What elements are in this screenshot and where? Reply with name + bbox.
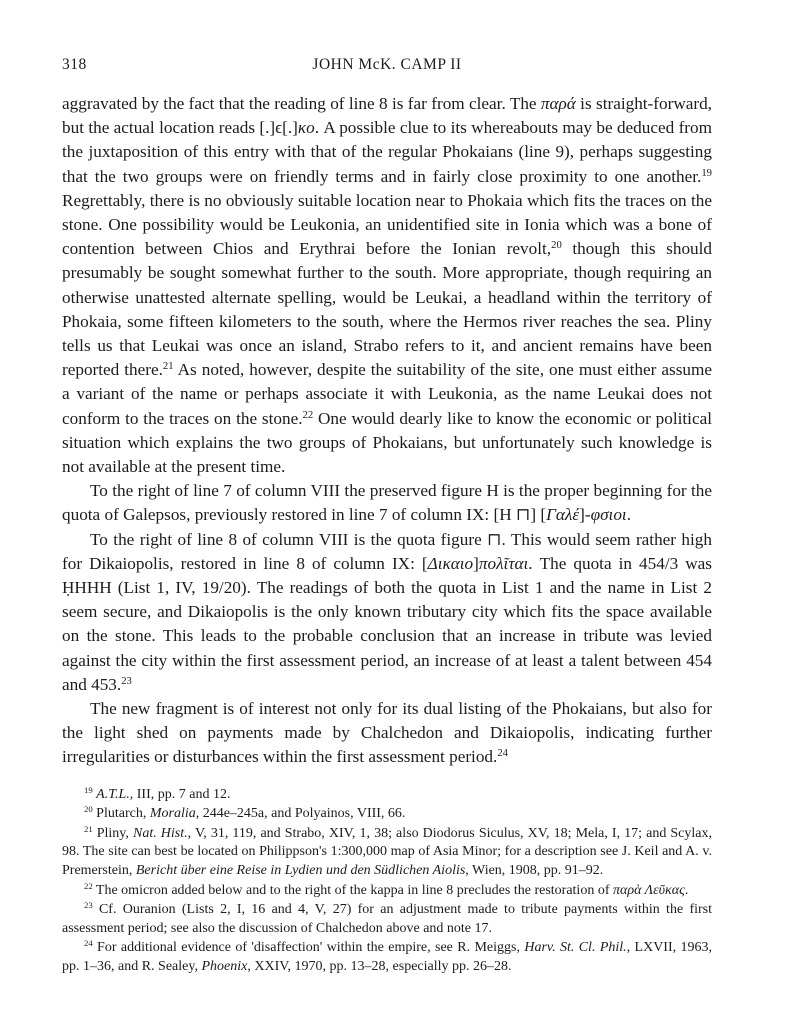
text-run: . bbox=[626, 505, 631, 525]
footnote bbox=[62, 882, 712, 901]
journal-page bbox=[62, 56, 712, 978]
italic-run: Nat. Hist. bbox=[132, 825, 188, 841]
italic-run: A.T.L. bbox=[96, 786, 130, 802]
text-run: , LXVII, 1963, pp. 1–36, and R. Sealey, bbox=[62, 940, 712, 975]
text-run: ]- bbox=[579, 505, 591, 525]
italic-run: παρά bbox=[540, 94, 576, 113]
body-text bbox=[62, 92, 712, 770]
text-run: To the right of line 8 of column VIII is the quota figure ⊓. This would seem rather high for Dikaiopolis, restored in line 8 of column IX: [ bbox=[62, 529, 712, 573]
italic-run: Moralia bbox=[149, 806, 196, 822]
running-header bbox=[62, 56, 712, 78]
text-run: Regrettably, there is no obviously suitable location near to Phokaia which fits the traces on the stone. One possibility would be Leukonia, an unidentified site in Ionia which was a bone of contention between Chios and Erythrai before the Ionian revolt, bbox=[62, 190, 712, 259]
text-run: For additional evidence of 'disaffection' within the empire, see R. Meiggs, bbox=[92, 940, 525, 956]
text-run: though this should presumably be sought somewhat further to the south. More appropriate, though requiring an otherwise unattested alternate spelling, would be Leukai, a headland within the territory of Phokaia, some fifteen kilometers to the south, where the Hermos river reaches the sea. Pliny tells us that Leukai was once an island, Strabo refers to it, and ancient remains have been reported there. bbox=[62, 239, 713, 380]
text-run: The omicron added below and to the right of the kappa in line 8 precludes the restoration of bbox=[92, 882, 613, 898]
footnote-ref: 22 bbox=[84, 880, 93, 891]
footnote-ref: 22 bbox=[302, 409, 314, 421]
footnotes bbox=[62, 786, 712, 977]
text-run: To the right of line 7 of column VIII the preserved figure H is the proper beginning for the quota of Galepsos, previously restored in line 7 of column IX: [H ⊓] [ bbox=[62, 481, 712, 525]
footnote-ref: 20 bbox=[551, 240, 562, 252]
footnote bbox=[62, 939, 712, 976]
footnote-ref: 19 bbox=[84, 784, 93, 795]
text-run: aggravated by the fact that the reading of line 8 is far from clear. The bbox=[62, 94, 541, 113]
text-run: is straight-forward, but the actual location reads [.]ϵ[.] bbox=[62, 94, 712, 138]
text-run: The new fragment is of interest not only for its dual listing of the Phokaians, but also for the light shed on payments made by Chalchedon and Dikaiopolis, indicating further irregularities or disturbances within the first assessment period. bbox=[62, 699, 712, 767]
paragraph bbox=[62, 528, 712, 697]
text-run: , XXIV, 1970, pp. 13–28, especially pp. 26–28. bbox=[247, 959, 512, 975]
italic-run: Phoenix bbox=[201, 959, 248, 975]
italic-run: Γαλέ bbox=[546, 505, 580, 525]
text-run: , 244e–245a, and Polyainos, VIII, 66. bbox=[195, 806, 406, 822]
paragraph bbox=[62, 92, 712, 479]
italic-run: Δικαιο bbox=[427, 553, 474, 573]
text-run: . A possible clue to its whereabouts may be deduced from the juxtaposition of this entry with that of the regular Phokaians (line 9), perhaps suggesting that the two groups were on friendly terms and in fairly close proximity to one another. bbox=[62, 118, 712, 186]
italic-run: πολῖται bbox=[478, 553, 529, 573]
text-run: One would dearly like to know the economic or political situation which explains the two groups of Phokaians, but unfortunately such knowledge is not available at the present time. bbox=[62, 408, 712, 477]
footnote-ref: 21 bbox=[162, 361, 174, 373]
footnote-ref: 21 bbox=[84, 824, 93, 835]
footnote bbox=[62, 901, 712, 938]
text-run: . bbox=[684, 882, 689, 898]
page-number: 318 bbox=[62, 56, 87, 73]
footnote bbox=[62, 825, 712, 881]
text-run: . The quota in 454/3 was ḤHHH (List 1, IV, 19/20). The readings of both the quota in List 1 and the name in List 2 seem secure, and Dikaiopolis is the only known tributary city which fits the space available on the stone. This leads to the probable conclusion that an increase in tribute was levied against the city within the first assessment period, an increase of at least a talent between 454 and 453. bbox=[62, 553, 712, 694]
italic-run: Bericht über eine Reise in Lydien und den Südlichen Aiolis bbox=[135, 863, 466, 879]
paragraph bbox=[62, 479, 712, 527]
footnote bbox=[62, 786, 712, 805]
text-run: Pliny, bbox=[92, 825, 133, 841]
text-run: , V, 31, 119, and Strabo, XIV, 1, 38; also Diodorus Siculus, XV, 18; Mela, I, 17; and Scylax, 98. The site can best be located on Philippson's 1:300,000 map of Asia Minor; for a description see J. Keil and A. v. Premerstein, bbox=[62, 825, 712, 879]
italic-run: κο bbox=[297, 118, 315, 138]
text-run: As noted, however, despite the suitability of the site, one must either assume a variant of the name or perhaps associate it with Leukonia, as the name Leukai does not conform to the traces on the stone. bbox=[62, 360, 712, 428]
footnote-ref: 23 bbox=[121, 676, 132, 688]
italic-run: φσιοι bbox=[590, 505, 627, 525]
footnote-ref: 20 bbox=[84, 804, 93, 815]
text-run: Cf. Ouranion (Lists 2, I, 16 and 4, V, 27) for an adjustment made to tribute payments within the first assessment period; see also the discussion of Chalchedon above and note 17. bbox=[62, 902, 712, 936]
footnote-ref: 24 bbox=[497, 748, 508, 760]
text-run: , III, pp. 7 and 12. bbox=[129, 786, 231, 802]
footnote bbox=[62, 805, 712, 824]
text-run: , Wien, 1908, pp. 91–92. bbox=[465, 863, 604, 879]
italic-run: παρὰ Λεῦκας bbox=[612, 882, 685, 898]
paragraph bbox=[62, 697, 712, 770]
footnote-ref: 24 bbox=[84, 938, 93, 949]
running-title: JOHN McK. CAMP II bbox=[312, 56, 462, 73]
footnote-ref: 23 bbox=[84, 900, 93, 911]
footnote-ref: 19 bbox=[701, 167, 712, 179]
text-run: Plutarch, bbox=[92, 806, 150, 822]
italic-run: Harv. St. Cl. Phil. bbox=[524, 940, 627, 956]
text-run: ] bbox=[473, 553, 479, 573]
